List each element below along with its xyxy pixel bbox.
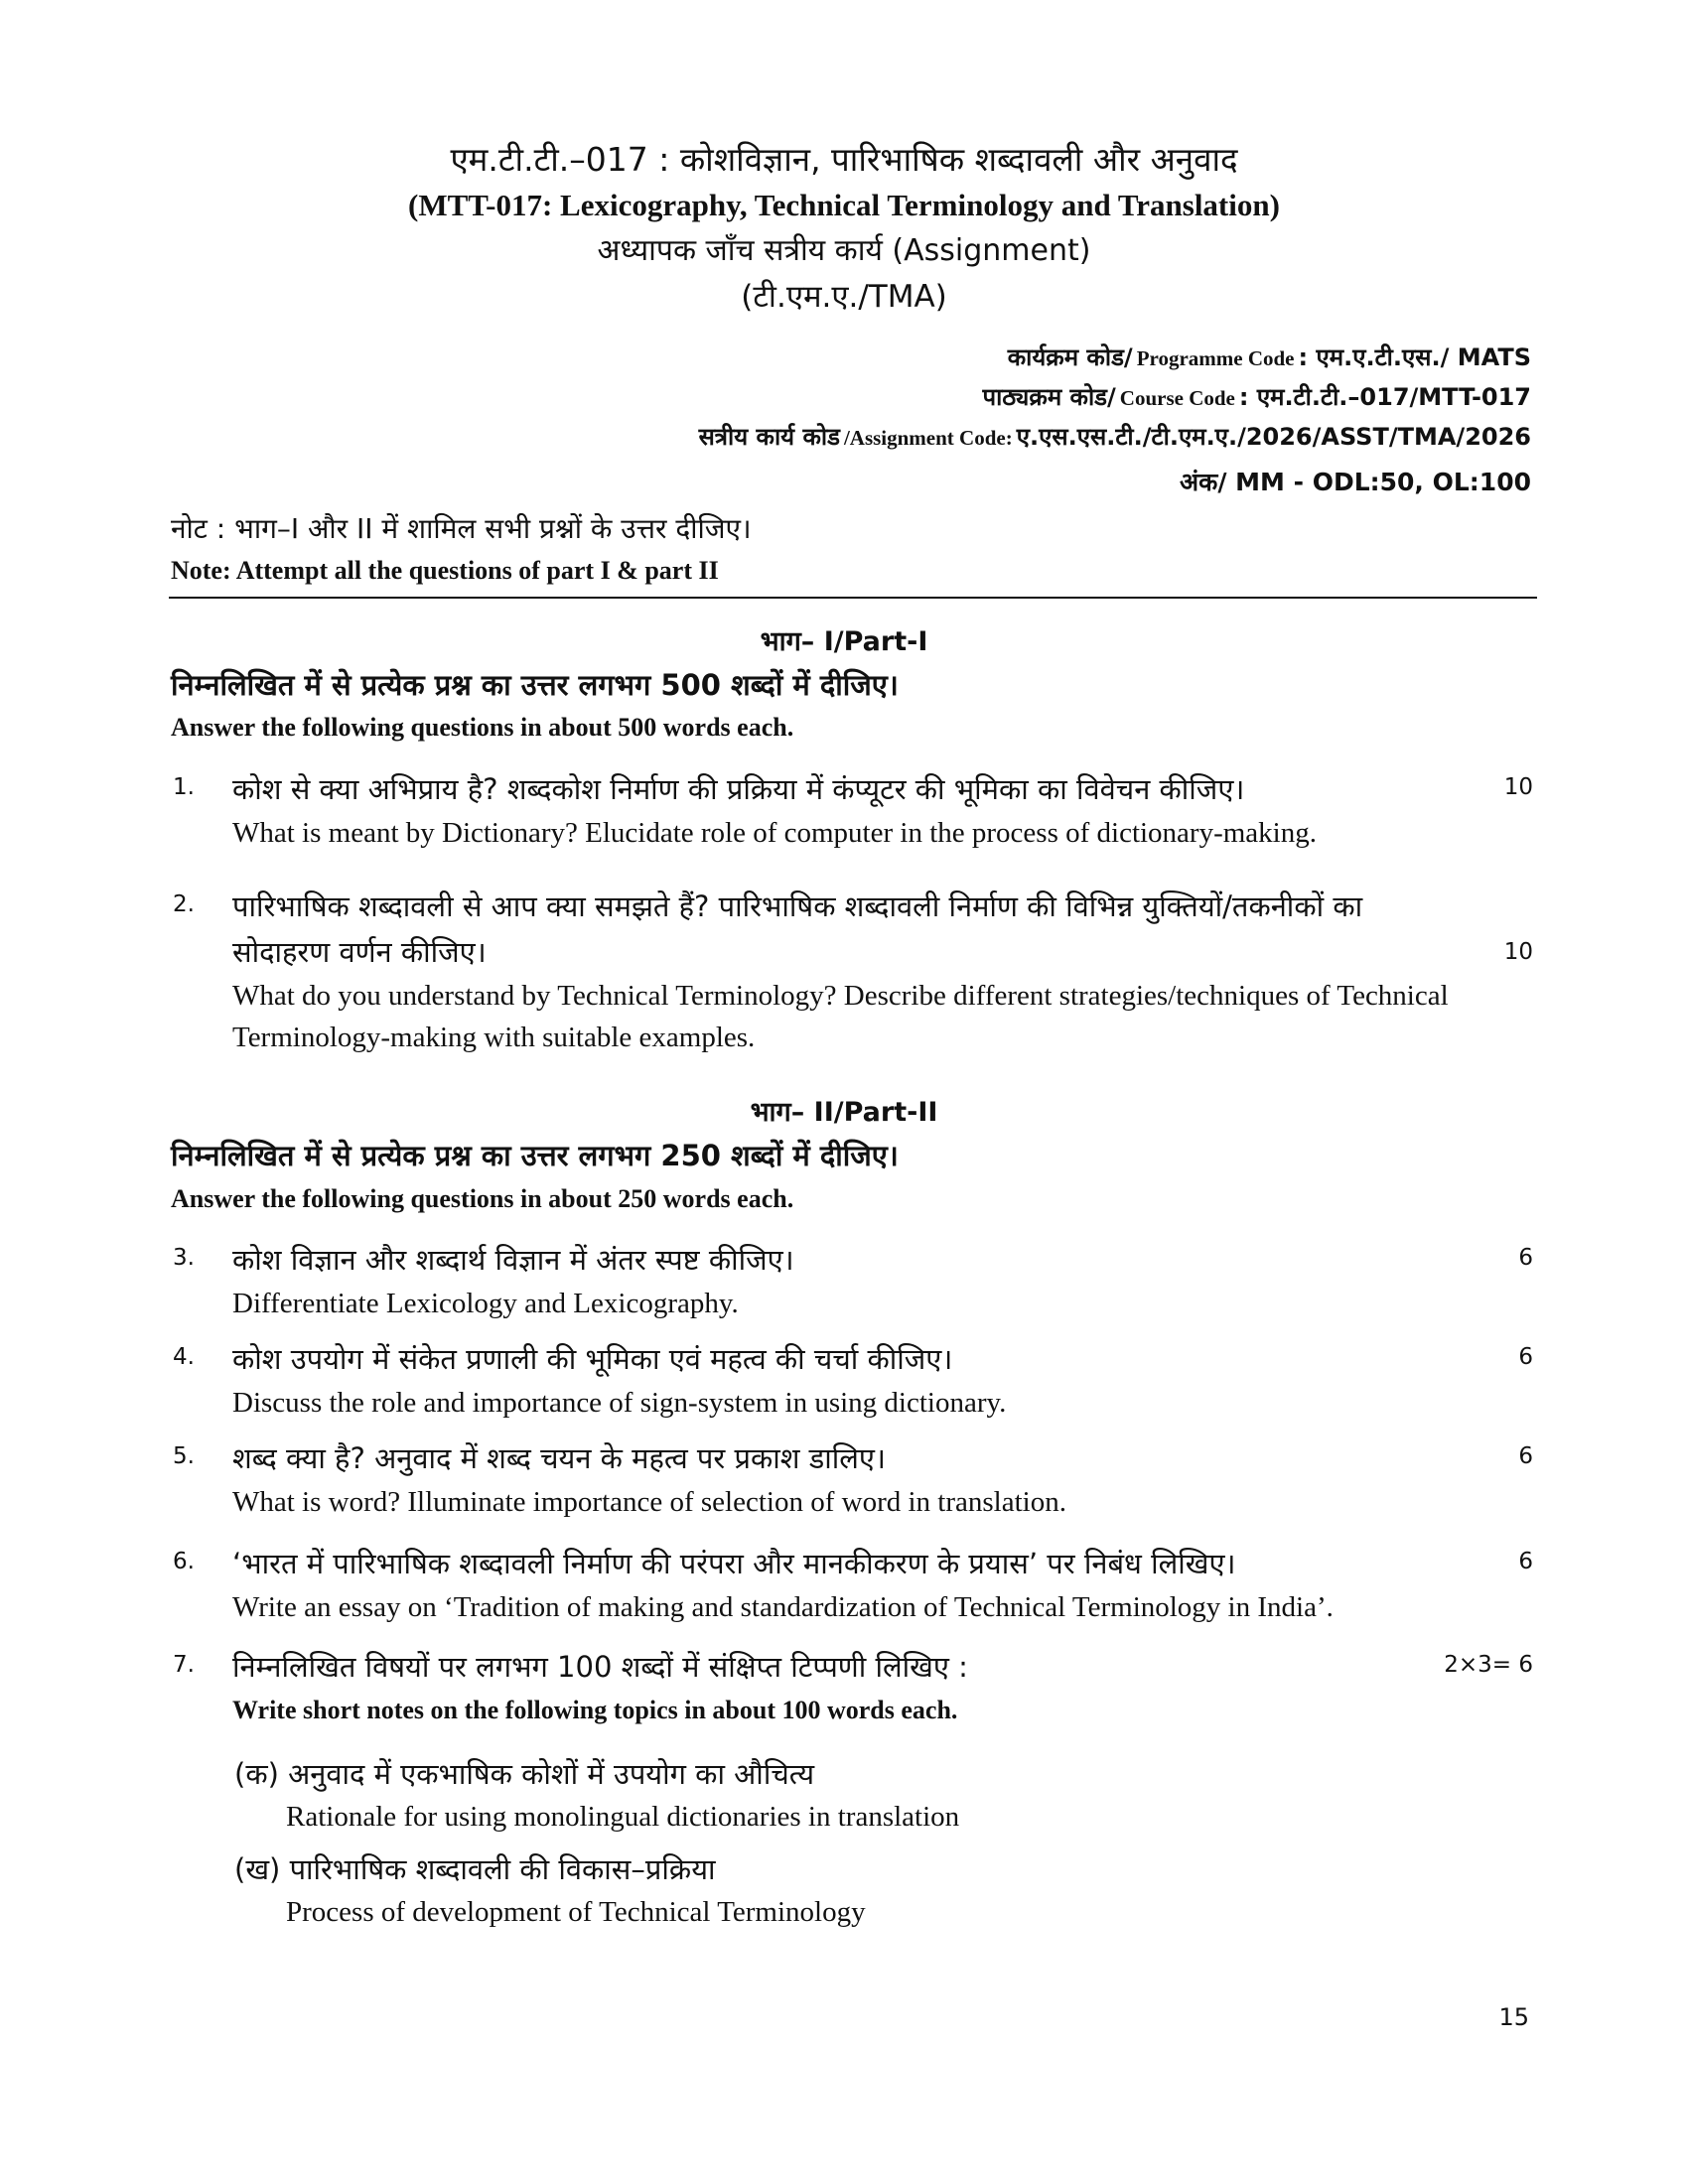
part-1-instruction-english: Answer the following questions in about 500 words each. <box>171 713 794 742</box>
course-title-hindi: एम.टी.टी.–017 : कोशविज्ञान, पारिभाषिक शब्दावली और अनुवाद <box>450 140 1238 179</box>
question-number: 5. <box>173 1443 195 1469</box>
course-code-line: पाठ्यक्रम कोड/ Course Code : एम.टी.टी.–017/MTT-017 <box>982 383 1531 411</box>
subitem-text-english: Process of development of Technical Terminology <box>286 1896 866 1928</box>
question-text-english: What is meant by Dictionary? Elucidate role of computer in the process of dictionary-making. <box>232 817 1317 849</box>
subitem-text-english: Rationale for using monolingual dictionaries in translation <box>286 1801 960 1833</box>
question-marks: 6 <box>1518 1245 1533 1271</box>
question-text-hindi: निम्नलिखित विषयों पर लगभग 100 शब्दों में संक्षिप्त टिप्पणी लिखिए : <box>232 1650 968 1684</box>
part-1-title: भाग– I/Part-I <box>760 626 928 657</box>
code-block <box>699 340 1531 459</box>
course-title-english: (MTT-017: Lexicography, Technical Terminology and Translation) <box>408 188 1280 222</box>
assignment-line: अध्यापक जाँच सत्रीय कार्य (Assignment) <box>597 233 1091 268</box>
question-marks: 6 <box>1518 1443 1533 1469</box>
assignment-code-line: सत्रीय कार्य कोड /Assignment Code: ए.एस.एस.टी./टी.एम.ए./2026/ASST/TMA/2026 <box>698 423 1531 451</box>
question-number: 1. <box>173 774 195 800</box>
note-block <box>171 506 1539 590</box>
question-text-hindi: कोश से क्या अभिप्राय है? शब्दकोश निर्माण की प्रक्रिया में कंप्यूटर की भूमिका का विवेचन कीजिए। <box>232 772 1245 806</box>
subitem-kha <box>234 1846 866 1932</box>
question-text-english: Discuss the role and importance of sign-system in using dictionary. <box>232 1387 1007 1419</box>
part-2-title: भाग– II/Part-II <box>750 1097 938 1128</box>
page-number: 15 <box>1498 2003 1529 2031</box>
question-text-english: Write short notes on the following topics in about 100 words each. <box>232 1696 958 1724</box>
note-hindi: नोट : भाग–I और II में शामिल सभी प्रश्नों के उत्तर दीजिए। <box>171 512 752 545</box>
subitem-text-hindi: (ख) पारिभाषिक शब्दावली की विकास–प्रक्रिया <box>234 1852 716 1886</box>
question-text-english: Differentiate Lexicology and Lexicography. <box>232 1288 739 1319</box>
subitem-ka <box>234 1751 959 1837</box>
document-header <box>0 137 1688 320</box>
question-text-english: What do you understand by Technical Terminology? Describe different strategies/techniques of Technical Terminology-making with suitable examples. <box>232 980 1449 1053</box>
question-marks: 10 <box>1503 774 1533 800</box>
question-marks: 2×3= 6 <box>1444 1652 1533 1678</box>
question-text-hindi: शब्द क्या है? अनुवाद में शब्द चयन के महत्व पर प्रकाश डालिए। <box>232 1441 886 1475</box>
tma-line: (टी.एम.ए./TMA) <box>741 279 947 315</box>
part-2-instruction-english: Answer the following questions in about 250 words each. <box>171 1184 794 1213</box>
part-2-instruction-hindi: निम्नलिखित में से प्रत्येक प्रश्न का उत्तर लगभग 250 शब्दों में दीजिए। <box>171 1139 899 1172</box>
question-text-hindi: कोश उपयोग में संकेत प्रणाली की भूमिका एवं महत्व की चर्चा कीजिए। <box>232 1342 953 1376</box>
question-number: 7. <box>173 1652 195 1678</box>
question-text-english: What is word? Illuminate importance of selection of word in translation. <box>232 1486 1066 1518</box>
divider-rule <box>169 597 1537 599</box>
subitem-text-hindi: (क) अनुवाद में एकभाषिक कोशों में उपयोग का औचित्य <box>234 1757 815 1791</box>
programme-code-line: कार्यक्रम कोड/ Programme Code : एम.ए.टी.एस./ MATS <box>1007 343 1531 371</box>
part-1-instruction-hindi: निम्नलिखित में से प्रत्येक प्रश्न का उत्तर लगभग 500 शब्दों में दीजिए। <box>171 668 899 702</box>
question-text-hindi: ‘भारत में पारिभाषिक शब्दावली निर्माण की परंपरा और मानकीकरण के प्रयास’ पर निबंध लिखिए। <box>232 1547 1236 1580</box>
question-marks: 10 <box>1503 939 1533 965</box>
maximum-marks: अंक/ MM - ODL:50, OL:100 <box>1180 468 1531 496</box>
note-english: Note: Attempt all the questions of part I & part II <box>171 556 719 585</box>
question-text-english: Write an essay on ‘Tradition of making and standardization of Technical Terminology in India’. <box>232 1591 1334 1623</box>
question-number: 2. <box>173 891 195 917</box>
question-number: 6. <box>173 1549 195 1574</box>
question-marks: 6 <box>1518 1344 1533 1370</box>
question-number: 3. <box>173 1245 195 1271</box>
question-marks: 6 <box>1518 1549 1533 1574</box>
question-number: 4. <box>173 1344 195 1370</box>
question-text-hindi: पारिभाषिक शब्दावली से आप क्या समझते हैं? पारिभाषिक शब्दावली निर्माण की विभिन्न युक्तियों/तकनीकों का सोदाहरण वर्णन कीजिए। <box>232 889 1363 969</box>
question-text-hindi: कोश विज्ञान और शब्दार्थ विज्ञान में अंतर स्पष्ट कीजिए। <box>232 1243 794 1277</box>
